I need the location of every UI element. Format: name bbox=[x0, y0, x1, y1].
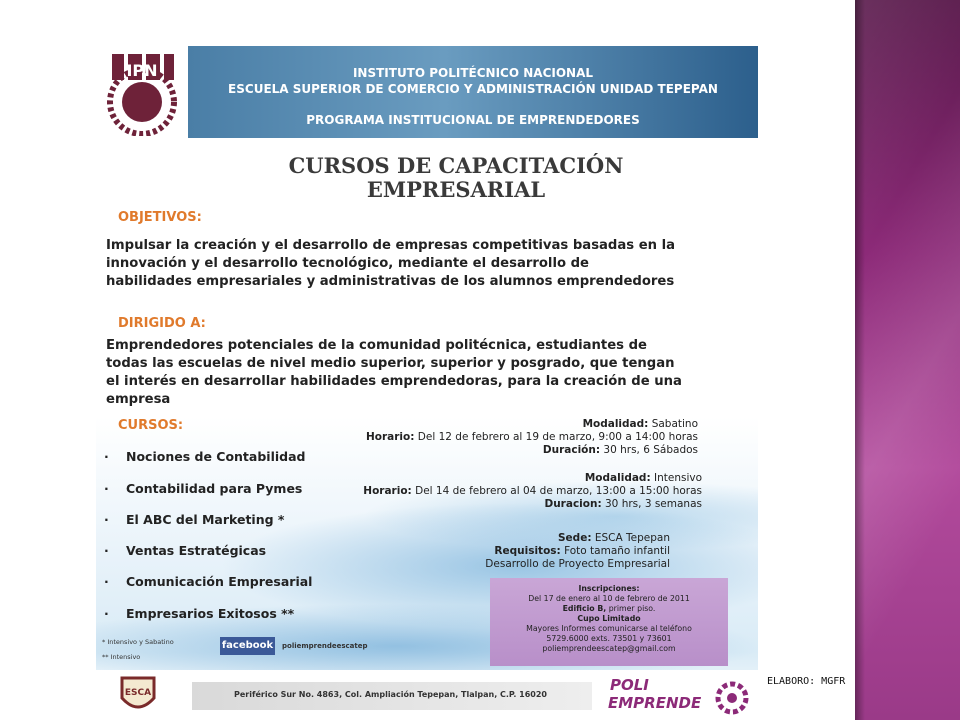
dirigido-line: empresa bbox=[106, 392, 171, 407]
course-name: Comunicación Empresarial bbox=[126, 574, 313, 589]
bullet-icon: · bbox=[104, 543, 109, 558]
title-line-2: EMPRESARIAL bbox=[366, 177, 546, 202]
dirigido-text bbox=[106, 337, 746, 409]
requisitos-value-2: Desarrollo de Proyecto Empresarial bbox=[485, 558, 670, 570]
inscripciones-dates: Del 17 de enero al 10 de febrero de 2011 bbox=[528, 594, 690, 603]
bullet-icon: · bbox=[104, 606, 109, 621]
bullet-icon: · bbox=[104, 512, 109, 527]
horario-value: Del 14 de febrero al 04 de marzo, 13:00 a 15:00 horas bbox=[415, 485, 702, 497]
course-name: Ventas Estratégicas bbox=[126, 543, 267, 558]
bullet-icon: · bbox=[104, 481, 109, 496]
dirigido-line: Emprendedores potenciales de la comunidad politécnica, estudiantes de bbox=[106, 338, 647, 353]
course-item bbox=[104, 449, 305, 467]
course-name: El ABC del Marketing * bbox=[126, 512, 285, 527]
sede-label: Sede: bbox=[558, 532, 592, 544]
dirigido-line: el interés en desarrollar habilidades emprendedoras, para la creación de una bbox=[106, 374, 682, 389]
horario-label: Horario: bbox=[363, 485, 412, 497]
objetivos-line: Impulsar la creación y el desarrollo de empresas competitivas basadas en la bbox=[106, 238, 676, 253]
modalidad-value: Sabatino bbox=[651, 418, 698, 430]
objetivos-line: habilidades empresariales y administrativas de los alumnos emprendedores bbox=[106, 274, 675, 289]
course-item bbox=[104, 512, 284, 530]
cupo-limitado: Cupo Limitado bbox=[577, 614, 641, 623]
facebook-handle: poliemprendeescatep bbox=[282, 642, 368, 650]
cursos-label: CURSOS: bbox=[118, 418, 184, 433]
poli-logo-line2: EMPRENDE bbox=[608, 694, 702, 712]
poster-footer bbox=[96, 670, 758, 720]
course-poster bbox=[96, 46, 758, 720]
modalidad-label: Modalidad: bbox=[584, 472, 651, 484]
course-name: Contabilidad para Pymes bbox=[126, 481, 303, 496]
header-line-institute: INSTITUTO POLITÉCNICO NACIONAL bbox=[352, 66, 594, 80]
dirigido-label: DIRIGIDO A: bbox=[118, 316, 206, 331]
intensivo-info bbox=[356, 472, 702, 511]
poli-logo-line1: POLI bbox=[610, 676, 649, 694]
header-line-school: ESCUELA SUPERIOR DE COMERCIO Y ADMINISTRACIÓN UNIDAD TEPEPAN bbox=[228, 82, 718, 96]
horario-label: Horario: bbox=[365, 431, 415, 443]
bullet-icon: · bbox=[104, 574, 109, 589]
requisitos-label: Requisitos: bbox=[494, 545, 561, 557]
email-text: poliemprendeescatep@gmail.com bbox=[542, 644, 676, 653]
footer-address: Periférico Sur No. 4863, Col. Ampliación Tepepan, Tlalpan, C.P. 16020 bbox=[234, 690, 547, 699]
course-item bbox=[104, 481, 302, 499]
ipn-logo-icon bbox=[98, 48, 186, 136]
informes-text: Mayores Informes comunicarse al teléfono bbox=[526, 624, 692, 633]
dirigido-line: todas las escuelas de nivel medio superior, superior y posgrado, que tengan bbox=[106, 356, 675, 371]
duracion-label: Duracion: bbox=[544, 498, 602, 510]
course-name: Nociones de Contabilidad bbox=[126, 449, 306, 464]
poster-title bbox=[226, 154, 686, 202]
course-item bbox=[104, 543, 266, 561]
decorative-side-band bbox=[855, 0, 960, 720]
title-line-1: CURSOS DE CAPACITACIÓN bbox=[288, 153, 624, 178]
modalidad-value: Intensivo bbox=[653, 472, 702, 484]
header-banner bbox=[188, 46, 758, 138]
inscripciones-box bbox=[490, 578, 728, 666]
note-1: * Intensivo y Sabatino bbox=[102, 638, 174, 646]
objetivos-text bbox=[106, 237, 746, 291]
bullet-icon: · bbox=[104, 449, 109, 464]
course-item bbox=[104, 606, 294, 624]
course-item bbox=[104, 574, 312, 592]
esca-logo-text: ESCA bbox=[124, 688, 152, 698]
duracion-value: 30 hrs, 6 Sábados bbox=[603, 444, 698, 456]
inscripciones-floor: primer piso. bbox=[608, 604, 656, 613]
requisitos-value: Foto tamaño infantil bbox=[564, 545, 670, 557]
duracion-value: 30 hrs, 3 semanas bbox=[605, 498, 702, 510]
note-2: ** Intensivo bbox=[102, 653, 141, 661]
course-name: Empresarios Exitosos ** bbox=[126, 606, 295, 621]
modalidad-label: Modalidad: bbox=[582, 418, 649, 430]
ipn-logo-text: IPN bbox=[126, 61, 158, 80]
duracion-label: Duración: bbox=[542, 444, 601, 456]
phone-text: 5729.6000 exts. 73501 y 73601 bbox=[546, 634, 672, 643]
facebook-badge: facebook bbox=[220, 637, 275, 655]
sede-info bbox=[396, 532, 670, 571]
horario-value: Del 12 de febrero al 19 de marzo, 9:00 a 14:00 horas bbox=[417, 431, 698, 443]
header-line-program: PROGRAMA INSTITUCIONAL DE EMPRENDEDORES bbox=[306, 113, 640, 127]
objetivos-label: OBJETIVOS: bbox=[118, 210, 202, 225]
objetivos-line: innovación y el desarrollo tecnológico, mediante el desarrollo de bbox=[106, 256, 589, 271]
esca-logo-icon bbox=[118, 674, 158, 716]
poliemprende-logo-icon bbox=[604, 672, 754, 718]
credit-text: ELABORO: MGFR bbox=[767, 676, 846, 687]
inscripciones-building: Edificio B, bbox=[562, 604, 607, 613]
sede-value: ESCA Tepepan bbox=[594, 532, 670, 544]
inscripciones-title: Inscripciones: bbox=[578, 584, 640, 593]
sabatino-info bbox=[356, 418, 698, 457]
